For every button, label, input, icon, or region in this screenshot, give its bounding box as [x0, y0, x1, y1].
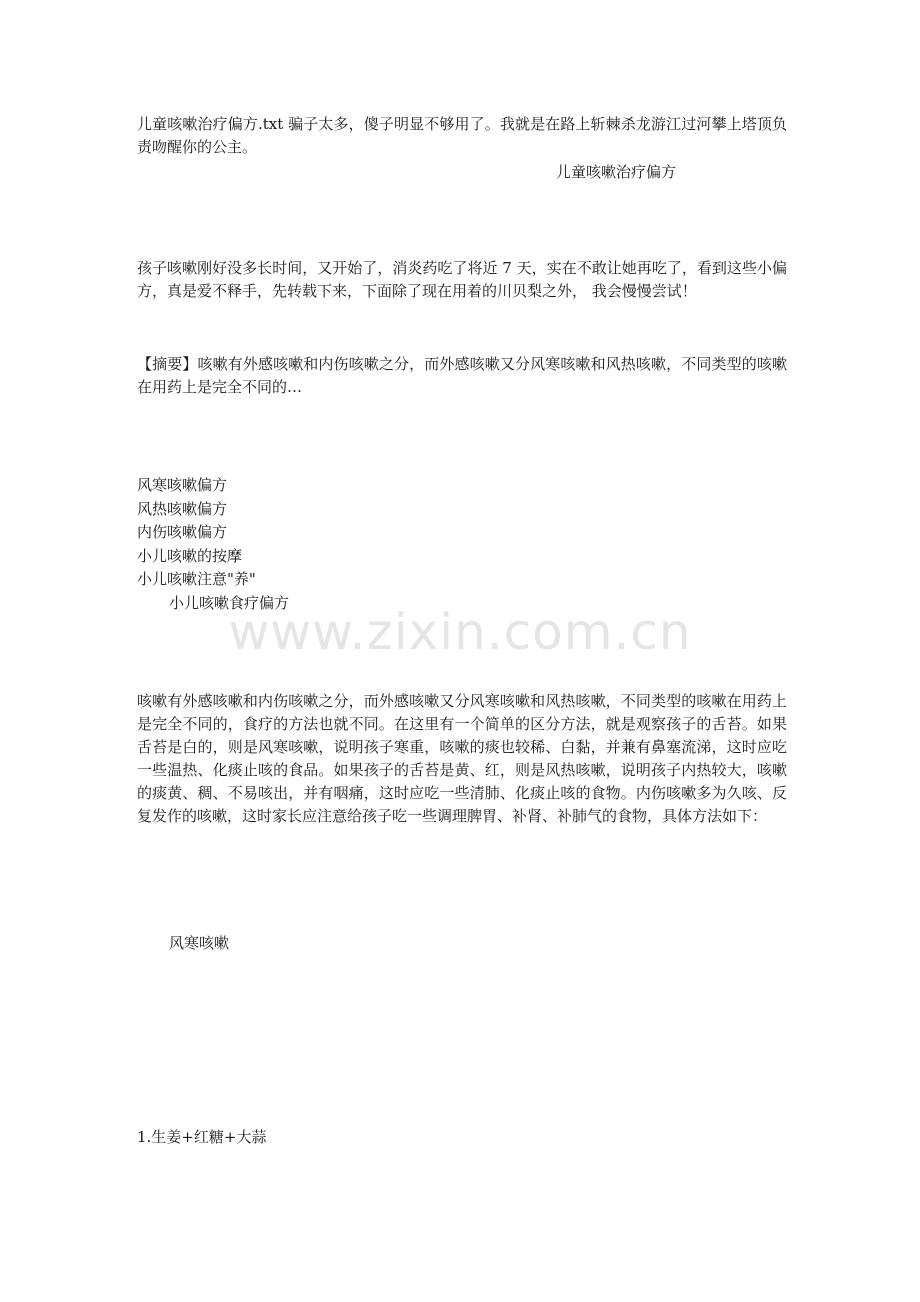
toc-item-care: 小儿咳嗽注意"养": [137, 570, 256, 588]
intro-paragraph: 儿童咳嗽治疗偏方.txt 骗子太多，傻子明显不够用了。我就是在路上斩棘杀龙游江过河攀上塔顶负责吻醒你的公主。: [137, 115, 787, 156]
intro-note-paragraph: 孩子咳嗽刚好没多长时间，又开始了，消炎药吃了将近 7 天，实在不敢让她再吃了，看到这些小偏方，真是爱不释手，先转载下来，下面除了现在用着的川贝梨之外， 我会慢慢尝试！: [137, 259, 787, 300]
toc-item-massage: 小儿咳嗽的按摩: [137, 546, 243, 565]
remedy-item-heading: 1.生姜+红糖+大蒜: [137, 1128, 267, 1146]
document-title: 儿童咳嗽治疗偏方: [556, 163, 677, 181]
watermark: www.zixin.com.cn: [228, 603, 692, 661]
toc-item-diet: 小儿咳嗽食疗偏方: [169, 593, 290, 612]
toc-item-wind-heat: 风热咳嗽偏方: [137, 499, 228, 518]
section-heading: 风寒咳嗽: [169, 934, 230, 952]
table-of-contents: [137, 474, 289, 615]
abstract-paragraph: 【摘要】咳嗽有外感咳嗽和内伤咳嗽之分，而外感咳嗽又分风寒咳嗽和风热咳嗽，不同类型的咳嗽在用药上是完全不同的…: [137, 355, 787, 396]
toc-item-wind-cold: 风寒咳嗽偏方: [137, 476, 228, 494]
body-paragraph: 咳嗽有外感咳嗽和内伤咳嗽之分，而外感咳嗽又分风寒咳嗽和风热咳嗽，不同类型的咳嗽在用药上是完全不同的，食疗的方法也就不同。在这里有一个简单的区分方法，就是观察孩子的舌苔。如果舌苔是白的，则是风寒咳嗽，说明孩子寒重，咳嗽的痰也较稀、白黏，并兼有鼻塞流涕，这时应吃一些温热、化痰止咳的食品。如果孩子的舌苔是黄、红，则是风热咳嗽，说明孩子内热较大，咳嗽的痰黄、稠、不易咳出，并有咽痛，这时应吃一些清肺、化痰止咳的食物。内伤咳嗽多为久咳、反复发作的咳嗽，这时家长应注意给孩子吃一些调理脾胃、补肾、补肺气的食物，具体方法如下：: [137, 692, 787, 825]
toc-item-internal: 内伤咳嗽偏方: [137, 523, 228, 541]
